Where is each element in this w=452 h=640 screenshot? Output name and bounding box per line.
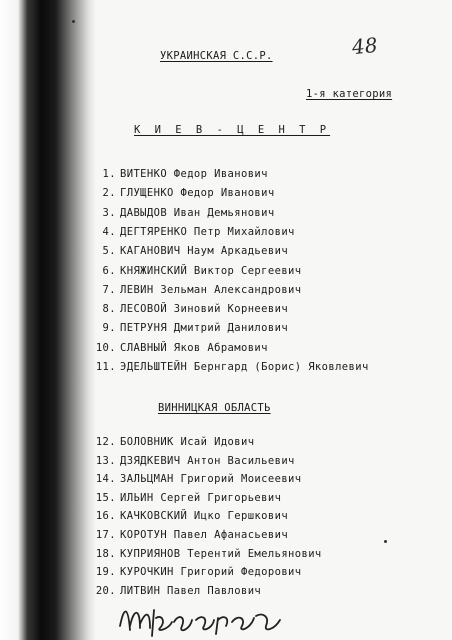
republic-heading: УКРАИНСКАЯ С.С.Р.	[160, 50, 273, 62]
list-item	[88, 529, 288, 541]
person-name: КУРОЧКИН Григорий Федорович	[120, 566, 302, 579]
kiev-section-title: К И Е В - Ц Е Н Т Р	[134, 124, 331, 136]
person-name: ЛИТВИН Павел Павлович	[120, 584, 262, 597]
scan-edge	[0, 0, 20, 640]
item-number: 1.	[102, 168, 116, 180]
list-item	[88, 361, 369, 373]
item-number: 10.	[95, 341, 116, 354]
signature	[116, 596, 286, 640]
list-item	[88, 168, 268, 180]
item-number: 12.	[95, 436, 116, 448]
list-item	[88, 510, 288, 522]
person-name: ГЛУЩЕНКО Федор Иванович	[120, 187, 275, 200]
list-item	[88, 455, 295, 467]
list-item	[88, 322, 288, 334]
person-name: СЛАВНЫЙ Яков Абрамович	[120, 341, 268, 354]
list-item	[88, 284, 301, 296]
list-item	[88, 226, 295, 238]
item-number: 16.	[95, 510, 116, 523]
list-item	[88, 342, 268, 354]
binding-shadow	[18, 0, 96, 640]
list-item	[88, 585, 261, 597]
vinnitsa-section-title: ВИННИЦКАЯ ОБЛАСТЬ	[158, 402, 271, 414]
item-number: 4.	[102, 225, 116, 238]
list-item	[88, 436, 254, 448]
item-number: 3.	[102, 206, 116, 219]
item-number: 6.	[102, 264, 116, 277]
item-number: 5.	[102, 245, 116, 258]
person-name: ДЗЯДКЕВИЧ Антон Васильевич	[120, 454, 295, 467]
person-name: ЛЕВИН Зельман Александрович	[120, 283, 302, 296]
list-item	[88, 265, 301, 277]
person-name: КАГАНОВИЧ Наум Аркадьевич	[120, 245, 289, 258]
person-name: БОЛОВНИК Исай Идович	[120, 436, 255, 448]
list-item	[88, 473, 301, 485]
person-name: ПЕТРУНЯ Дмитрий Данилович	[120, 322, 289, 335]
item-number: 8.	[102, 303, 116, 316]
list-item	[88, 303, 288, 315]
person-name: КУПРИЯНОВ Терентий Емельянович	[120, 547, 322, 560]
person-name: КАЧКОВСКИЙ Ицко Гершкович	[120, 510, 289, 523]
list-item	[88, 187, 275, 199]
item-number: 14.	[95, 473, 116, 486]
list-item	[88, 492, 281, 504]
person-name: ИЛЬИН Сергей Григорьевич	[120, 491, 282, 504]
person-name: ВИТЕНКО Федор Иванович	[120, 168, 268, 180]
person-name: КНЯЖИНСКИЙ Виктор Сергеевич	[120, 264, 302, 277]
item-number: 17.	[95, 529, 116, 541]
person-name: КОРОТУН Павел Афанасьевич	[120, 529, 289, 541]
handwritten-page-number: 48	[350, 32, 379, 60]
person-name: ЛЕСОВОЙ Зиновий Корнеевич	[120, 303, 289, 316]
item-number: 13.	[95, 454, 116, 467]
person-name: ДАВЫДОВ Иван Демьянович	[120, 206, 275, 219]
list-item	[88, 207, 275, 219]
ink-speck	[72, 20, 75, 23]
person-name: ЗАЛЬЦМАН Григорий Моисеевич	[120, 473, 302, 486]
list-item	[88, 548, 322, 560]
person-name: ЭДЕЛЬШТЕЙН Бернгард (Борис) Яковлевич	[120, 361, 369, 373]
item-number: 15.	[95, 491, 116, 504]
ink-speck	[384, 540, 387, 543]
list-item	[88, 566, 301, 578]
item-number: 11.	[95, 361, 116, 373]
item-number: 18.	[95, 547, 116, 560]
item-number: 20.	[95, 584, 116, 597]
list-item	[88, 245, 288, 257]
item-number: 7.	[102, 283, 116, 296]
item-number: 9.	[102, 322, 116, 335]
item-number: 2.	[102, 187, 116, 200]
item-number: 19.	[95, 566, 116, 579]
category-label: 1-я категория	[306, 88, 393, 100]
person-name: ДЕГТЯРЕНКО Петр Михайлович	[120, 225, 295, 238]
